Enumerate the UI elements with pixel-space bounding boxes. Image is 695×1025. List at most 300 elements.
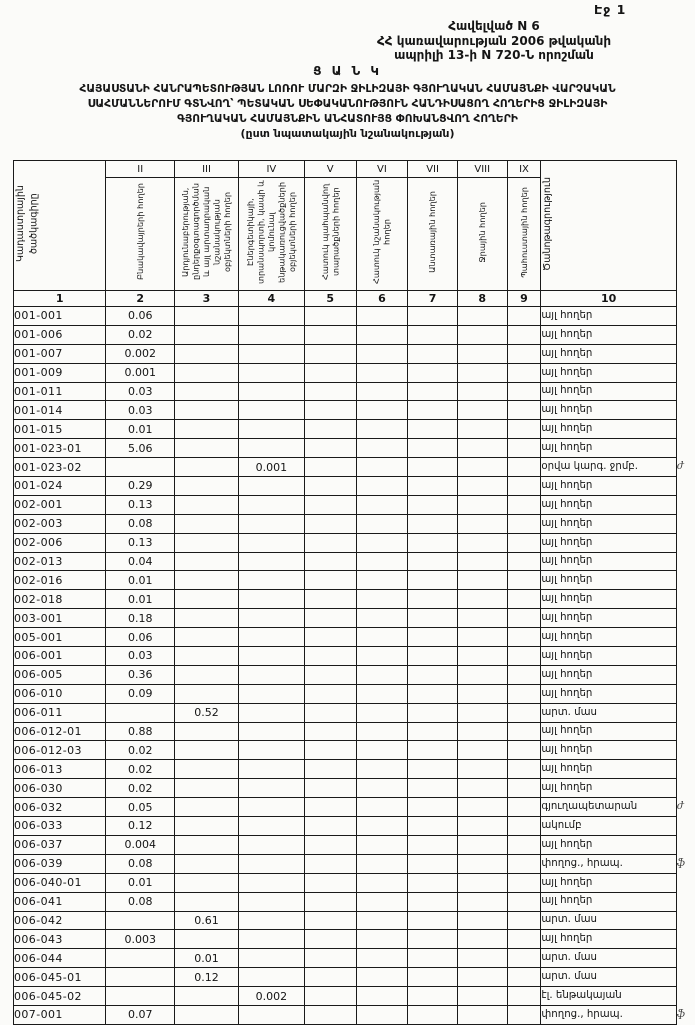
- header-water-lands: [457, 178, 507, 291]
- cell-cadastral-code: 001-006: [14, 325, 106, 344]
- cell-cadastral-code: 002-016: [14, 571, 106, 590]
- cell-value-col-2: 0.36: [106, 665, 175, 684]
- cell-note: այլ հողեր: [541, 628, 677, 647]
- cell-value-col-9: [507, 911, 541, 930]
- cell-note: արտ. մաս: [541, 911, 677, 930]
- cell-value-col-7: [408, 854, 458, 873]
- cell-value-col-7: [408, 363, 458, 382]
- cell-value-col-9: [507, 344, 541, 363]
- cell-handwritten-mark: [677, 741, 695, 760]
- cell-value-col-4: [238, 420, 304, 439]
- cell-value-col-3: 0.01: [175, 949, 239, 968]
- cell-value-col-3: [175, 873, 239, 892]
- cell-handwritten-mark: [677, 647, 695, 666]
- cell-value-col-2: 0.002: [106, 344, 175, 363]
- cell-value-col-5: [304, 628, 356, 647]
- table-row: [14, 741, 695, 760]
- cell-value-col-6: [356, 665, 408, 684]
- cell-cadastral-code: 001-011: [14, 382, 106, 401]
- cell-value-col-4: [238, 325, 304, 344]
- cell-value-col-6: [356, 684, 408, 703]
- table-row: [14, 571, 695, 590]
- table-row: [14, 911, 695, 930]
- table-row: [14, 930, 695, 949]
- cell-value-col-7: [408, 817, 458, 836]
- cell-value-col-8: [457, 514, 507, 533]
- cell-handwritten-mark: [677, 873, 695, 892]
- cell-value-col-2: 0.09: [106, 684, 175, 703]
- cell-value-col-5: [304, 420, 356, 439]
- cell-value-col-8: [457, 968, 507, 987]
- cell-value-col-8: [457, 741, 507, 760]
- cell-value-col-2: 0.08: [106, 514, 175, 533]
- cell-value-col-6: [356, 363, 408, 382]
- cell-value-col-8: [457, 307, 507, 326]
- cell-value-col-9: [507, 609, 541, 628]
- cell-value-col-8: [457, 458, 507, 477]
- cell-value-col-9: [507, 533, 541, 552]
- cell-value-col-5: [304, 514, 356, 533]
- cell-value-col-4: [238, 703, 304, 722]
- table-row: [14, 495, 695, 514]
- cell-value-col-8: [457, 892, 507, 911]
- cell-value-col-7: [408, 892, 458, 911]
- cell-note: արտ. մաս: [541, 949, 677, 968]
- cell-handwritten-mark: [677, 722, 695, 741]
- cell-value-col-4: [238, 817, 304, 836]
- cell-value-col-5: [304, 1005, 356, 1024]
- table-row: [14, 420, 695, 439]
- cell-cadastral-code: 006-041: [14, 892, 106, 911]
- cell-value-col-3: [175, 798, 239, 817]
- header-residential-lands-label: Բնակավայրերի հողեր: [134, 183, 145, 281]
- cell-value-col-8: [457, 722, 507, 741]
- cell-value-col-6: [356, 533, 408, 552]
- cell-note: այլ հողեր: [541, 571, 677, 590]
- header-roman-5: V: [304, 161, 356, 178]
- cell-value-col-8: [457, 325, 507, 344]
- cell-value-col-2: 0.01: [106, 571, 175, 590]
- cell-handwritten-mark: [677, 420, 695, 439]
- cell-value-col-8: [457, 533, 507, 552]
- title-line-3: ԳՅՈՒՂԱԿԱՆ ՀԱՄԱՅՆՔԻՆ ԱՆՀԱՏՈՒՅՑ ՓՈԽԱՆՑՎՈՂ ՀՈՂԵՐԻ: [177, 112, 518, 125]
- cell-cadastral-code: 006-013: [14, 760, 106, 779]
- cell-value-col-8: [457, 552, 507, 571]
- cell-value-col-4: [238, 930, 304, 949]
- cell-note: այլ հողեր: [541, 344, 677, 363]
- cell-value-col-6: [356, 741, 408, 760]
- cell-value-col-9: [507, 873, 541, 892]
- cell-value-col-3: [175, 458, 239, 477]
- cell-value-col-6: [356, 779, 408, 798]
- column-number-4: 4: [238, 291, 304, 307]
- cell-value-col-4: [238, 495, 304, 514]
- cell-value-col-4: [238, 835, 304, 854]
- table-row: [14, 665, 695, 684]
- cell-value-col-6: [356, 420, 408, 439]
- cell-value-col-2: 0.03: [106, 382, 175, 401]
- cell-value-col-8: [457, 609, 507, 628]
- cell-value-col-3: [175, 817, 239, 836]
- cell-value-col-8: [457, 571, 507, 590]
- cell-value-col-5: [304, 911, 356, 930]
- cell-value-col-5: [304, 835, 356, 854]
- cell-value-col-4: 0.002: [238, 987, 304, 1006]
- cell-value-col-6: [356, 477, 408, 496]
- cell-value-col-6: [356, 911, 408, 930]
- cell-value-col-6: [356, 1005, 408, 1024]
- header-cadastral-code: [14, 161, 106, 291]
- cell-cadastral-code: 006-001: [14, 647, 106, 666]
- cell-value-col-7: [408, 628, 458, 647]
- cell-value-col-7: [408, 1005, 458, 1024]
- cell-value-col-9: [507, 779, 541, 798]
- cell-value-col-2: 0.02: [106, 325, 175, 344]
- cell-value-col-2: 0.001: [106, 363, 175, 382]
- cell-value-col-7: [408, 439, 458, 458]
- header-roman-9: IX: [507, 161, 541, 178]
- cell-value-col-7: [408, 760, 458, 779]
- cell-value-col-4: [238, 382, 304, 401]
- cell-value-col-5: [304, 722, 356, 741]
- header-reserve-lands: [507, 178, 541, 291]
- header-note: [541, 161, 677, 291]
- cell-value-col-4: [238, 779, 304, 798]
- cell-value-col-4: [238, 760, 304, 779]
- table-row: [14, 798, 695, 817]
- cell-note: այլ հողեր: [541, 665, 677, 684]
- header-roman-6: VI: [356, 161, 408, 178]
- column-number-8: 8: [457, 291, 507, 307]
- cell-value-col-4: [238, 590, 304, 609]
- cell-value-col-5: [304, 817, 356, 836]
- cell-note: այլ հողեր: [541, 477, 677, 496]
- cell-value-col-5: [304, 590, 356, 609]
- cell-handwritten-mark: [677, 665, 695, 684]
- cell-value-col-7: [408, 741, 458, 760]
- cell-value-col-9: [507, 760, 541, 779]
- column-number-row: [14, 291, 695, 307]
- cell-value-col-8: [457, 684, 507, 703]
- cell-note: այլ հողեր: [541, 401, 677, 420]
- cell-handwritten-mark: [677, 779, 695, 798]
- cell-value-col-8: [457, 363, 507, 382]
- table-row: [14, 987, 695, 1006]
- cell-value-col-5: [304, 382, 356, 401]
- appendix-header: [298, 19, 690, 63]
- cell-value-col-9: [507, 684, 541, 703]
- cell-value-col-5: [304, 609, 356, 628]
- cell-value-col-6: [356, 609, 408, 628]
- cell-value-col-5: [304, 344, 356, 363]
- cell-cadastral-code: 006-012-01: [14, 722, 106, 741]
- cell-value-col-9: [507, 798, 541, 817]
- cell-value-col-7: [408, 325, 458, 344]
- cell-value-col-3: [175, 892, 239, 911]
- cell-value-col-6: [356, 873, 408, 892]
- cell-value-col-9: [507, 590, 541, 609]
- cell-value-col-4: [238, 533, 304, 552]
- cell-value-col-5: [304, 779, 356, 798]
- cell-value-col-6: [356, 382, 408, 401]
- cell-note: այլ հողեր: [541, 892, 677, 911]
- cell-value-col-5: [304, 647, 356, 666]
- cell-handwritten-mark: [677, 439, 695, 458]
- cell-value-col-6: [356, 835, 408, 854]
- column-number-3: 3: [175, 291, 239, 307]
- cell-value-col-9: [507, 892, 541, 911]
- cell-handwritten-mark: [677, 533, 695, 552]
- cell-handwritten-mark: ժ: [677, 461, 684, 473]
- cell-cadastral-code: 006-040-01: [14, 873, 106, 892]
- cell-handwritten-mark: [677, 590, 695, 609]
- cell-value-col-2: 0.01: [106, 873, 175, 892]
- cell-value-col-2: 0.05: [106, 798, 175, 817]
- cell-value-col-2: 0.03: [106, 647, 175, 666]
- cell-value-col-8: [457, 854, 507, 873]
- cell-value-col-8: [457, 382, 507, 401]
- cell-cadastral-code: 001-023-01: [14, 439, 106, 458]
- cell-cadastral-code: 006-033: [14, 817, 106, 836]
- cell-value-col-9: [507, 949, 541, 968]
- cell-value-col-3: [175, 1005, 239, 1024]
- cell-value-col-3: [175, 439, 239, 458]
- table-row: [14, 647, 695, 666]
- cell-value-col-8: [457, 817, 507, 836]
- cell-handwritten-mark: [677, 968, 695, 987]
- cell-value-col-8: [457, 420, 507, 439]
- cell-value-col-2: [106, 911, 175, 930]
- cell-value-col-3: [175, 930, 239, 949]
- cell-handwritten-mark: [677, 325, 695, 344]
- cell-value-col-4: [238, 684, 304, 703]
- cell-value-col-6: [356, 817, 408, 836]
- header-roman-3: III: [175, 161, 239, 178]
- cell-value-col-8: [457, 873, 507, 892]
- cell-value-col-5: [304, 571, 356, 590]
- table-row: [14, 325, 695, 344]
- cell-value-col-5: [304, 533, 356, 552]
- table-row: [14, 514, 695, 533]
- cell-value-col-7: [408, 798, 458, 817]
- cell-value-col-8: [457, 590, 507, 609]
- cell-value-col-3: [175, 344, 239, 363]
- cell-value-col-3: [175, 741, 239, 760]
- column-number-9: 9: [507, 291, 541, 307]
- cell-value-col-6: [356, 647, 408, 666]
- cell-handwritten-mark: [677, 930, 695, 949]
- cell-value-col-9: [507, 420, 541, 439]
- cell-value-col-8: [457, 949, 507, 968]
- table-row: [14, 401, 695, 420]
- cell-value-col-6: [356, 722, 408, 741]
- column-number-5: 5: [304, 291, 356, 307]
- cell-value-col-5: [304, 439, 356, 458]
- cell-value-col-2: 0.02: [106, 779, 175, 798]
- cell-value-col-2: 0.07: [106, 1005, 175, 1024]
- cell-note: այլ հողեր: [541, 741, 677, 760]
- cell-value-col-5: [304, 930, 356, 949]
- cell-value-col-5: [304, 798, 356, 817]
- cell-value-col-4: [238, 609, 304, 628]
- table-row: [14, 533, 695, 552]
- cell-value-col-7: [408, 477, 458, 496]
- cell-cadastral-code: 006-043: [14, 930, 106, 949]
- cell-value-col-9: [507, 854, 541, 873]
- table-row: [14, 382, 695, 401]
- cell-value-col-9: [507, 571, 541, 590]
- table-row: [14, 892, 695, 911]
- cell-cadastral-code: 006-039: [14, 854, 106, 873]
- header-roman-7: VII: [408, 161, 458, 178]
- cell-note: այլ հողեր: [541, 609, 677, 628]
- cell-value-col-7: [408, 420, 458, 439]
- cell-handwritten-mark: [677, 514, 695, 533]
- cell-note: այլ հողեր: [541, 930, 677, 949]
- cell-value-col-8: [457, 987, 507, 1006]
- cell-cadastral-code: 002-003: [14, 514, 106, 533]
- column-number-7: 7: [408, 291, 458, 307]
- table-body: [14, 307, 695, 1025]
- cell-note: ակումբ: [541, 817, 677, 836]
- cell-handwritten-mark: [677, 684, 695, 703]
- cell-cadastral-code: 006-011: [14, 703, 106, 722]
- cell-value-col-2: 0.004: [106, 835, 175, 854]
- cell-value-col-3: [175, 760, 239, 779]
- cell-value-col-2: 0.29: [106, 477, 175, 496]
- cell-value-col-5: [304, 949, 356, 968]
- cell-value-col-9: [507, 741, 541, 760]
- cell-value-col-2: 0.08: [106, 854, 175, 873]
- cell-cadastral-code: 006-012-03: [14, 741, 106, 760]
- cell-value-col-2: 0.02: [106, 741, 175, 760]
- header-protected-lands: [304, 178, 356, 291]
- cell-value-col-7: [408, 533, 458, 552]
- cell-value-col-5: [304, 760, 356, 779]
- cell-handwritten-mark: [677, 760, 695, 779]
- cell-value-col-4: [238, 892, 304, 911]
- cell-value-col-7: [408, 401, 458, 420]
- cell-value-col-2: 0.02: [106, 760, 175, 779]
- cell-value-col-5: [304, 477, 356, 496]
- cell-handwritten-mark: [677, 609, 695, 628]
- cell-value-col-6: [356, 571, 408, 590]
- cell-value-col-8: [457, 344, 507, 363]
- cell-value-col-3: [175, 665, 239, 684]
- cell-value-col-9: [507, 307, 541, 326]
- cell-handwritten-mark: [677, 892, 695, 911]
- cell-note: այլ հողեր: [541, 873, 677, 892]
- cell-value-col-3: [175, 477, 239, 496]
- cell-value-col-3: [175, 590, 239, 609]
- cell-cadastral-code: 001-023-02: [14, 458, 106, 477]
- cell-value-col-6: [356, 590, 408, 609]
- cell-note: արտ. մաս: [541, 703, 677, 722]
- cell-value-col-6: [356, 703, 408, 722]
- cell-cadastral-code: 006-042: [14, 911, 106, 930]
- table-row: [14, 760, 695, 779]
- table-row: [14, 458, 695, 477]
- cell-cadastral-code: 001-001: [14, 307, 106, 326]
- table-row: [14, 628, 695, 647]
- cell-value-col-7: [408, 609, 458, 628]
- cell-value-col-6: [356, 458, 408, 477]
- cell-handwritten-mark: [677, 401, 695, 420]
- cell-value-col-8: [457, 930, 507, 949]
- cell-value-col-6: [356, 514, 408, 533]
- cell-value-col-9: [507, 382, 541, 401]
- cell-handwritten-mark: [677, 987, 695, 1006]
- cell-value-col-3: [175, 835, 239, 854]
- cell-cadastral-code: 002-013: [14, 552, 106, 571]
- cell-cadastral-code: 006-045-02: [14, 987, 106, 1006]
- cell-value-col-5: [304, 854, 356, 873]
- cell-note: էլ. ենթակայան: [541, 987, 677, 1006]
- cell-value-col-3: [175, 382, 239, 401]
- cell-value-col-9: [507, 1005, 541, 1024]
- cell-value-col-2: [106, 987, 175, 1006]
- cell-value-col-9: [507, 439, 541, 458]
- cell-value-col-9: [507, 514, 541, 533]
- cell-note: գյուղապետարան: [541, 798, 677, 817]
- cell-cadastral-code: 006-044: [14, 949, 106, 968]
- cell-value-col-8: [457, 760, 507, 779]
- header-residential-lands: [106, 178, 175, 291]
- cell-value-col-9: [507, 817, 541, 836]
- cell-value-col-9: [507, 722, 541, 741]
- cell-value-col-5: [304, 401, 356, 420]
- cell-value-col-5: [304, 458, 356, 477]
- cell-value-col-2: 0.01: [106, 590, 175, 609]
- cell-value-col-6: [356, 628, 408, 647]
- cell-value-col-7: [408, 382, 458, 401]
- cell-value-col-6: [356, 854, 408, 873]
- cell-value-col-7: [408, 930, 458, 949]
- cell-handwritten-mark: [677, 835, 695, 854]
- cell-value-col-2: 0.04: [106, 552, 175, 571]
- header-industrial-lands: [175, 178, 239, 291]
- cell-value-col-4: [238, 439, 304, 458]
- cell-value-col-3: 0.52: [175, 703, 239, 722]
- cell-value-col-7: [408, 987, 458, 1006]
- cell-value-col-8: [457, 911, 507, 930]
- header-roman-4: IV: [238, 161, 304, 178]
- table-row: [14, 684, 695, 703]
- table-row: [14, 363, 695, 382]
- cell-handwritten-mark: [677, 552, 695, 571]
- cell-value-col-9: [507, 363, 541, 382]
- cell-value-col-4: [238, 647, 304, 666]
- cell-value-col-7: [408, 779, 458, 798]
- cell-value-col-8: [457, 703, 507, 722]
- cell-value-col-9: [507, 477, 541, 496]
- cell-cadastral-code: 006-030: [14, 779, 106, 798]
- cell-cadastral-code: 006-005: [14, 665, 106, 684]
- cell-cadastral-code: 002-006: [14, 533, 106, 552]
- cell-value-col-9: [507, 647, 541, 666]
- cell-value-col-4: [238, 628, 304, 647]
- cell-value-col-8: [457, 779, 507, 798]
- cell-value-col-7: [408, 344, 458, 363]
- cell-cadastral-code: 006-010: [14, 684, 106, 703]
- cell-handwritten-mark: [677, 703, 695, 722]
- header-special-lands: [356, 178, 408, 291]
- cell-value-col-6: [356, 325, 408, 344]
- cell-handwritten-mark: [677, 477, 695, 496]
- appendix-line-3: ապրիլի 13-ի N 720-Ն որոշման: [394, 48, 594, 62]
- table-row: [14, 722, 695, 741]
- cell-value-col-5: [304, 363, 356, 382]
